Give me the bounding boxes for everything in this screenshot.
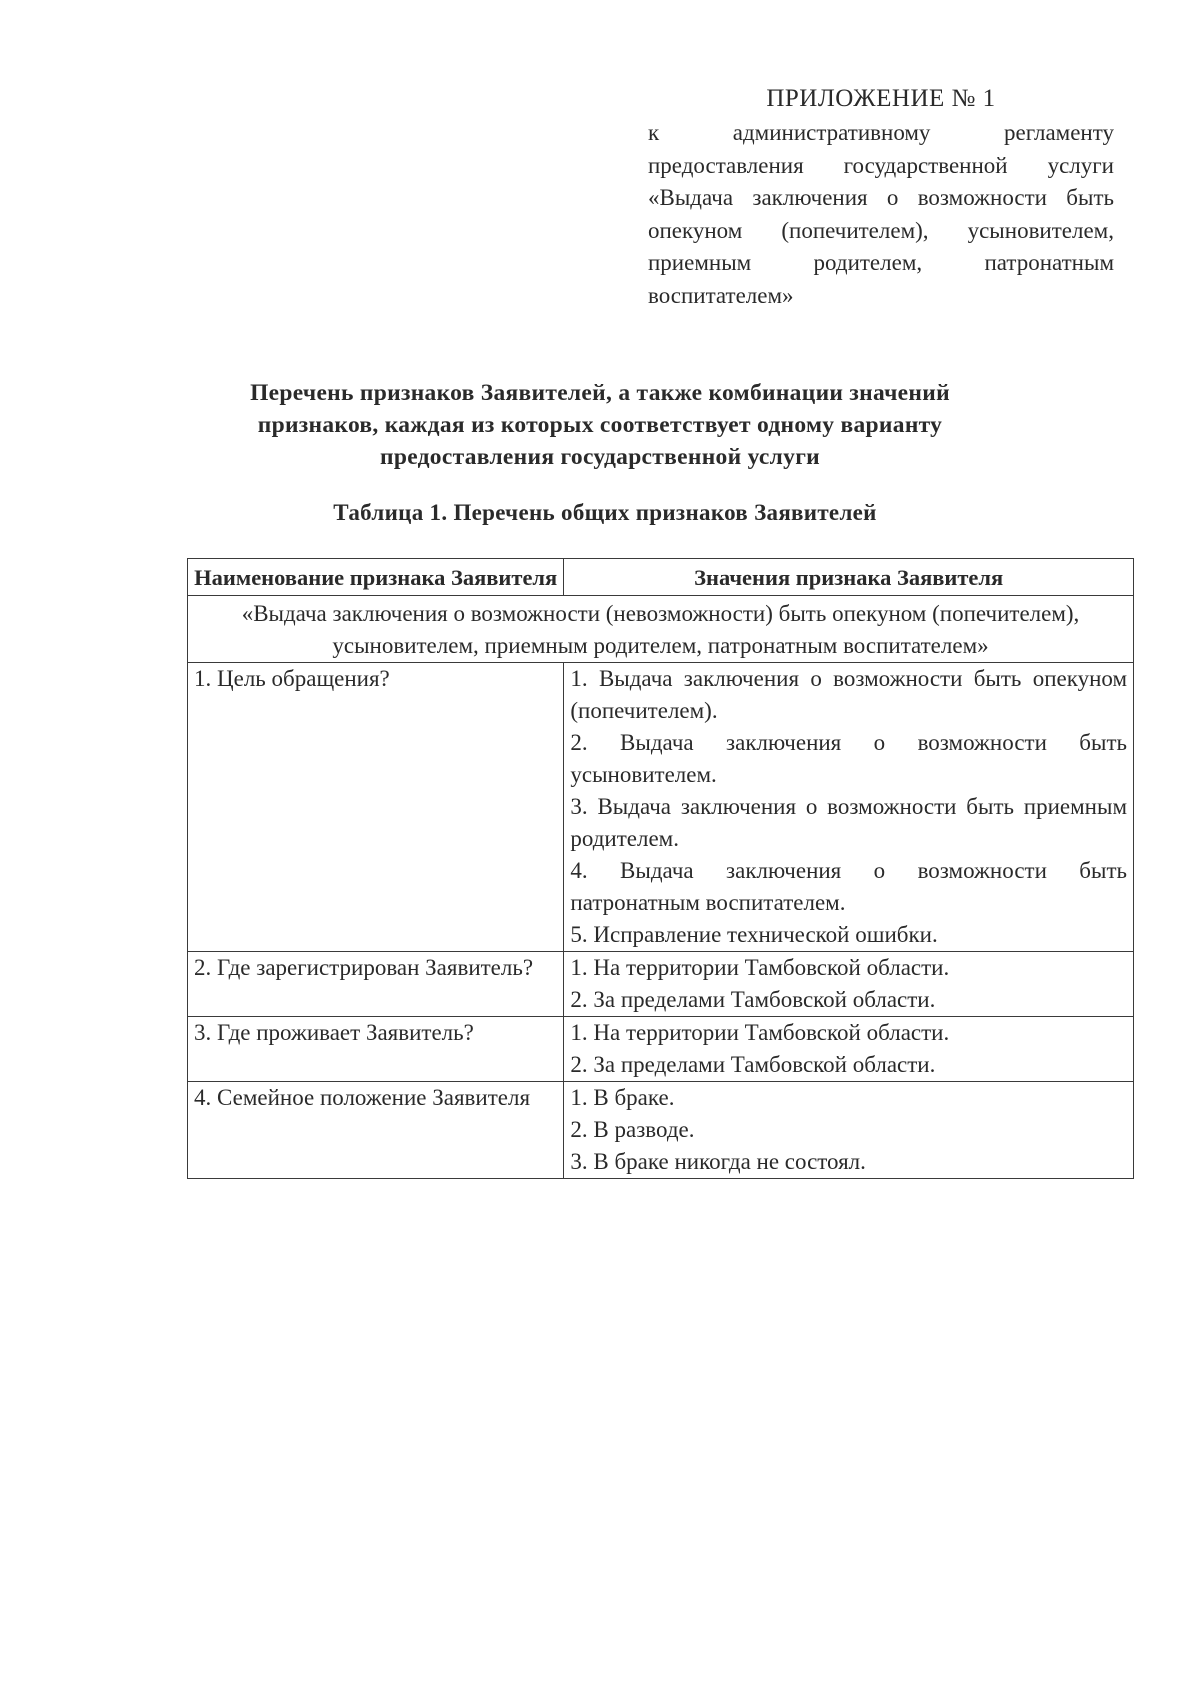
value-item: 1. На территории Тамбовской области. [570,955,950,980]
value-item: 4. Выдача заключения о возможности быть патронатным воспитателем. [570,858,1127,915]
value-item: 2. В разводе. [570,1117,695,1142]
criterion-cell: 1. Цель обращения? [188,663,564,952]
value-item: 3. Выдача заключения о возможности быть приемным родителем. [570,794,1127,851]
value-item: 1. Выдача заключения о возможности быть опекуном (попечителем). [570,666,1127,723]
values-cell [564,1017,1134,1082]
document-heading: Перечень признаков Заявителей, а также комбинации значений признаков, каждая из которых соответствует одному варианту предоставления государственной услуги [250,380,950,470]
value-item: 2. За пределами Тамбовской области. [570,1052,936,1077]
header-values: Значения признака Заявителя [564,559,1134,596]
table-row [188,663,1134,952]
value-item: 1. На территории Тамбовской области. [570,1020,950,1045]
table-row [188,1082,1134,1179]
section-row [188,596,1134,663]
value-item: 2. Выдача заключения о возможности быть усыновителем. [570,730,1127,787]
value-item: 2. За пределами Тамбовской области. [570,987,936,1012]
section-title: «Выдача заключения о возможности (невозможности) быть опекуном (попечителем), усыновителем, приемным родителем, патронатным воспитателем» [188,596,1134,663]
criterion-cell: 2. Где зарегистрирован Заявитель? [188,952,564,1017]
appendix-text: к административному регламенту предоставления государственной услуги «Выдача заключения о возможности быть опекуном (попечителем), усыновителем, приемным родителем, патронатным воспитателем» [648,120,1114,308]
criteria-table [187,558,1134,1179]
header-criterion: Наименование признака Заявителя [188,559,564,596]
values-cell [564,663,1134,952]
table-row [188,1017,1134,1082]
criterion-cell: 4. Семейное положение Заявителя [188,1082,564,1179]
value-item: 3. В браке никогда не состоял. [570,1149,866,1174]
values-cell [564,1082,1134,1179]
value-item: 1. В браке. [570,1085,675,1110]
table-row [188,952,1134,1017]
criterion-cell: 3. Где проживает Заявитель? [188,1017,564,1082]
appendix-block [648,83,1114,312]
appendix-title: ПРИЛОЖЕНИЕ № 1 [766,85,996,112]
table-header-row [188,559,1134,596]
values-cell [564,952,1134,1017]
value-item: 5. Исправление технической ошибки. [570,922,938,947]
table-caption: Таблица 1. Перечень общих признаков Заявителей [333,500,877,525]
